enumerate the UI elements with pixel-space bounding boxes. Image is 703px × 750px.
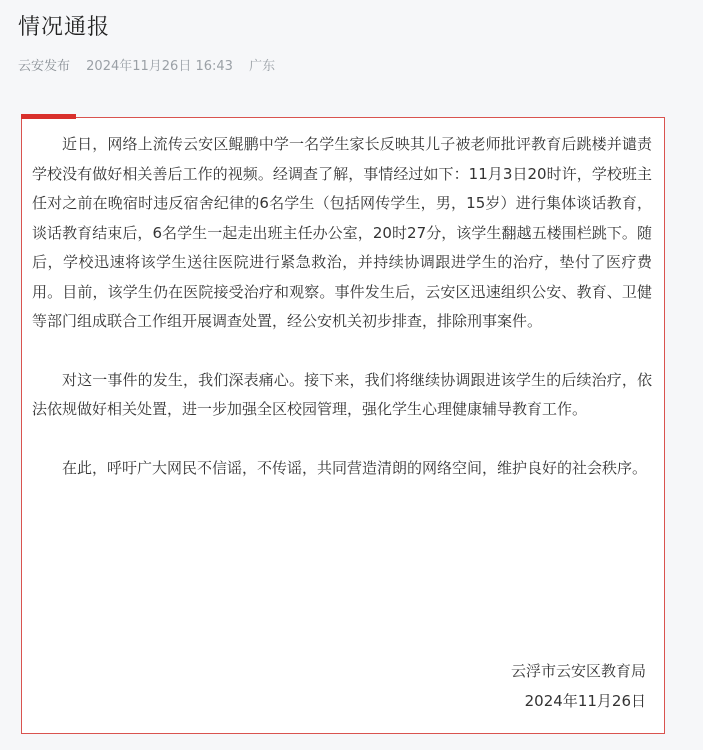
notice-body: [32, 130, 652, 512]
notice-signature: [511, 656, 646, 716]
notice-paragraph-1: 近日，网络上流传云安区鲲鹏中学一名学生家长反映其儿子被老师批评教育后跳楼并谴责学校没有做好相关善后工作的视频。经调查了解，事情经过如下：11月3日20时许，学校班主任对之前在晚宿时违反宿舍纪律的6名学生（包括网传学生，男，15岁）进行集体谈话教育，谈话教育结束后，6名学生一起走出班主任办公室，20时27分，该学生翻越五楼围栏跳下。随后，学校迅速将该学生送往医院进行紧急救治，并持续协调跟进学生的治疗，垫付了医疗费用。目前，该学生仍在医院接受治疗和观察。事件发生后，云安区迅速组织公安、教育、卫健等部门组成联合工作组开展调查处置，经公安机关初步排查，排除刑事案件。: [32, 135, 652, 330]
notice-box: [21, 117, 665, 734]
signature-date: 2024年11月26日: [524, 692, 646, 710]
source-name[interactable]: 云安发布: [18, 59, 71, 74]
page-title: 情况通报: [18, 15, 111, 40]
notice-paragraph-3: 在此，呼吁广大网民不信谣，不传谣，共同营造清朗的网络空间，维护良好的社会秩序。: [62, 458, 648, 477]
notice-paragraph-2: 对这一事件的发生，我们深表痛心。接下来，我们将继续协调跟进该学生的后续治疗，依法依规做好相关处置，进一步加强全区校园管理，强化学生心理健康辅导教育工作。: [32, 370, 652, 418]
post-meta: [18, 55, 287, 74]
post-datetime: 2024年11月26日 16:43: [86, 59, 233, 74]
post-location: 广东: [249, 59, 276, 74]
accent-bar: [21, 114, 76, 119]
signature-org: 云浮市云安区教育局: [510, 662, 646, 680]
